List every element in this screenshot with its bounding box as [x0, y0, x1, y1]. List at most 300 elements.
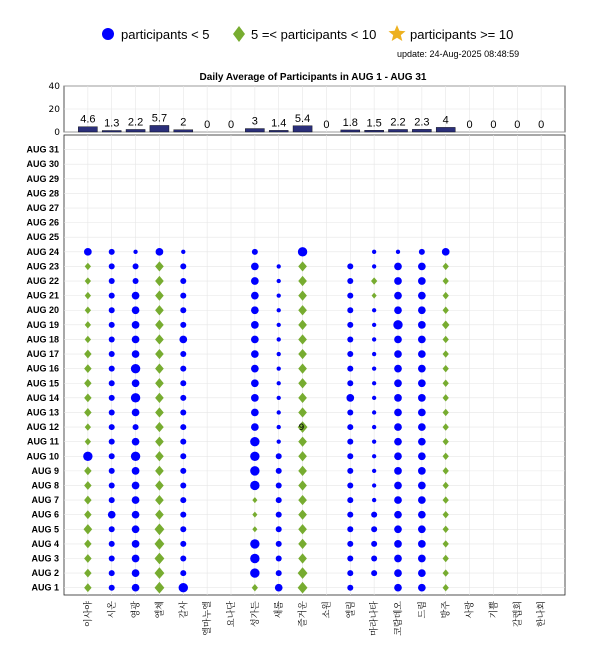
bar	[78, 127, 97, 132]
participants-point-circle	[132, 555, 140, 563]
participants-point-circle	[371, 541, 377, 547]
participants-point-circle	[418, 277, 426, 285]
legend-label: participants >= 10	[410, 27, 514, 42]
participants-point-circle	[109, 307, 115, 313]
participants-point-circle	[372, 440, 376, 444]
participants-point-circle	[251, 277, 259, 285]
participants-point-circle	[180, 468, 186, 474]
participants-point-circle	[276, 497, 282, 503]
participants-point-circle	[394, 379, 402, 387]
y-tick-label: AUG 18	[26, 334, 59, 345]
y-tick-label: AUG 5	[31, 524, 59, 535]
scatter-chart-panel	[26, 135, 565, 636]
participants-point-circle	[180, 351, 186, 357]
participants-point-circle	[394, 438, 402, 446]
bar-value-label: 4	[442, 114, 449, 127]
participants-point-circle	[372, 352, 376, 356]
participants-point-circle	[109, 585, 115, 591]
participants-point-circle	[394, 263, 402, 271]
y-tick-label: AUG 25	[26, 232, 59, 243]
x-tick-label: 새롬	[274, 601, 285, 619]
participants-point-circle	[418, 423, 426, 431]
participants-point-circle	[180, 424, 186, 430]
participants-point-circle	[418, 452, 426, 460]
participants-point-circle	[250, 466, 259, 475]
participants-point-circle	[418, 306, 426, 314]
participants-point-circle	[109, 482, 115, 488]
bar	[245, 129, 264, 132]
participants-point-circle	[251, 263, 259, 271]
bar	[293, 126, 312, 132]
y-tick-label: AUG 1	[31, 582, 59, 593]
participants-point-circle	[372, 396, 376, 400]
participants-point-circle	[132, 496, 140, 504]
participants-point-circle	[418, 438, 426, 446]
participants-point-circle	[109, 278, 115, 284]
participants-point-circle	[347, 526, 353, 532]
participants-point-circle	[347, 482, 353, 488]
participants-point-circle	[109, 468, 115, 474]
participants-point-circle	[250, 554, 259, 563]
participants-point-circle	[251, 423, 259, 431]
x-tick-label: 마라나타	[370, 601, 381, 636]
y-tick-label: AUG 6	[31, 509, 59, 520]
participants-point-circle	[276, 482, 282, 488]
participants-point-circle	[109, 336, 115, 342]
participants-point-circle	[250, 568, 259, 577]
participants-point-circle	[277, 425, 281, 429]
participants-point-circle	[109, 424, 115, 430]
participants-point-circle	[133, 250, 137, 254]
x-tick-label: 이사야	[83, 601, 94, 628]
participants-point-circle	[442, 248, 450, 256]
participants-point-circle	[109, 526, 115, 532]
x-tick-label: 방주	[441, 601, 452, 619]
participants-point-circle	[372, 381, 376, 385]
participants-point-circle	[180, 541, 186, 547]
scatter-chart-axes	[64, 135, 565, 595]
participants-point-circle	[372, 498, 376, 502]
participants-point-circle	[347, 278, 353, 284]
circle-icon	[102, 28, 114, 40]
participants-point-circle	[276, 453, 282, 459]
participants-point-circle	[394, 423, 402, 431]
bar-value-label: 1.4	[271, 117, 287, 130]
update-timestamp: update: 24-Aug-2025 08:48:59	[397, 49, 520, 59]
participants-point-circle	[131, 364, 140, 373]
participants-point-circle	[372, 425, 376, 429]
participants-point-circle	[393, 320, 402, 329]
participants-point-circle	[132, 292, 140, 300]
participants-point-circle	[109, 570, 115, 576]
participants-point-circle	[180, 482, 186, 488]
bar-y-tick-label: 0	[54, 128, 60, 138]
annotation-label: 9	[298, 423, 305, 434]
bar-value-label: 2.2	[127, 116, 144, 129]
x-tick-label: 즐거운	[298, 601, 309, 628]
participants-point-circle	[418, 467, 426, 475]
participants-point-circle	[109, 380, 115, 386]
x-tick-label: 엘체	[155, 601, 166, 619]
participants-point-circle	[179, 583, 188, 592]
bar-value-label: 0	[538, 119, 545, 131]
participants-point-circle	[179, 336, 187, 344]
bar-value-label: 2	[180, 116, 187, 129]
participants-point-circle	[132, 540, 140, 548]
participants-point-circle	[132, 569, 140, 577]
x-tick-label: 갈렙회	[513, 601, 524, 628]
participants-point-circle	[418, 569, 426, 577]
x-tick-label: 소원	[322, 601, 333, 619]
participants-point-circle	[131, 452, 140, 461]
y-tick-label: AUG 21	[26, 290, 59, 301]
participants-point-circle	[418, 292, 426, 300]
participants-point-circle	[252, 249, 258, 255]
bar	[269, 130, 288, 132]
participants-point-circle	[133, 424, 139, 430]
participants-point-circle	[347, 439, 353, 445]
participants-point-circle	[277, 279, 281, 283]
participants-point-circle	[372, 483, 376, 487]
participants-point-circle	[109, 293, 115, 299]
participants-point-circle	[419, 249, 425, 255]
bar-value-label: 1.3	[104, 117, 120, 130]
participants-point-circle	[371, 570, 377, 576]
bar-value-label: 0	[204, 119, 211, 131]
y-tick-label: AUG 10	[26, 451, 59, 462]
y-tick-label: AUG 9	[31, 465, 59, 476]
bar	[436, 127, 455, 132]
participants-point-circle	[180, 526, 186, 532]
bar-value-label: 2.2	[390, 116, 406, 129]
participants-point-circle	[251, 292, 259, 300]
participants-point-circle	[394, 525, 402, 533]
bar-value-label: 1.8	[342, 116, 358, 129]
participants-point-circle	[418, 496, 426, 504]
participants-point-circle	[133, 263, 139, 269]
participants-point-circle	[394, 336, 402, 344]
participants-point-circle	[251, 336, 259, 344]
participants-point-circle	[277, 293, 281, 297]
x-tick-label: 드림	[417, 601, 428, 619]
participants-point-circle	[251, 409, 259, 417]
participants-point-circle	[394, 409, 402, 417]
participants-point-circle	[276, 570, 282, 576]
x-tick-label: 사랑	[465, 601, 476, 619]
participants-point-circle	[276, 555, 282, 561]
participants-point-circle	[180, 395, 186, 401]
participants-point-circle	[132, 438, 140, 446]
participants-point-circle	[276, 526, 282, 532]
participants-point-circle	[180, 570, 186, 576]
participants-point-circle	[109, 249, 115, 255]
participants-point-circle	[277, 396, 281, 400]
participants-point-circle	[251, 321, 259, 329]
participants-point-circle	[347, 541, 353, 547]
participants-point-circle	[132, 321, 140, 329]
participants-point-circle	[372, 454, 376, 458]
participants-point-circle	[251, 365, 259, 373]
participants-point-circle	[418, 379, 426, 387]
bar-value-label: 4.6	[80, 113, 96, 126]
participants-point-circle	[180, 278, 186, 284]
bar	[341, 130, 360, 132]
y-tick-label: AUG 12	[26, 422, 59, 433]
x-tick-label: 영광	[131, 601, 142, 619]
participants-point-circle	[277, 308, 281, 312]
participants-point-circle	[180, 409, 186, 415]
participants-point-circle	[418, 409, 426, 417]
participants-point-circle	[394, 394, 402, 402]
y-tick-label: AUG 23	[26, 261, 59, 272]
participants-point-circle	[277, 323, 281, 327]
y-tick-label: AUG 8	[31, 480, 59, 491]
participants-point-circle	[109, 453, 115, 459]
y-tick-label: AUG 24	[26, 246, 59, 257]
participants-point-circle	[394, 277, 402, 285]
participants-point-circle	[418, 584, 426, 592]
bar-value-label: 5.7	[151, 112, 168, 125]
participants-point-circle	[372, 337, 376, 341]
participants-point-circle	[277, 381, 281, 385]
participants-point-circle	[275, 584, 283, 592]
x-tick-label: 엘마누엘	[203, 601, 214, 636]
participants-point-circle	[109, 263, 115, 269]
participants-point-circle	[277, 440, 281, 444]
bar	[174, 130, 193, 132]
participants-point-circle	[347, 497, 353, 503]
participants-point-circle	[109, 541, 115, 547]
participants-point-circle	[347, 336, 353, 342]
participants-point-circle	[394, 365, 402, 373]
y-tick-label: AUG 13	[26, 407, 59, 418]
bar-value-label: 5.4	[294, 112, 311, 125]
participants-point-circle	[180, 439, 186, 445]
bar-y-tick-label: 20	[48, 105, 60, 115]
participants-point-circle	[276, 512, 282, 518]
participants-point-circle	[372, 308, 376, 312]
participants-point-circle	[276, 541, 282, 547]
participants-point-circle	[277, 337, 281, 341]
y-tick-label: AUG 2	[31, 568, 59, 579]
participants-point-circle	[347, 322, 353, 328]
participants-point-circle	[347, 263, 353, 269]
y-tick-label: AUG 26	[26, 217, 59, 228]
participants-point-circle	[372, 410, 376, 414]
legend	[102, 25, 519, 59]
participants-point-circle	[418, 365, 426, 373]
bar-value-label: 0	[323, 119, 330, 131]
x-tick-label: 한나회	[537, 601, 548, 628]
participants-point-circle	[109, 409, 115, 415]
participants-point-circle	[133, 278, 139, 284]
participants-point-circle	[250, 452, 259, 461]
participants-point-circle	[180, 512, 186, 518]
participants-point-circle	[109, 555, 115, 561]
x-tick-label: 요나단	[227, 601, 237, 628]
participants-point-circle	[371, 555, 377, 561]
participants-point-circle	[394, 540, 402, 548]
participants-point-circle	[180, 497, 186, 503]
participants-point-circle	[132, 336, 140, 344]
participants-point-circle	[132, 525, 140, 533]
y-tick-label: AUG 19	[26, 319, 59, 330]
y-tick-label: AUG 30	[26, 159, 59, 170]
participants-point-circle	[347, 570, 353, 576]
bar	[150, 125, 169, 132]
participants-point-circle	[372, 367, 376, 371]
bar	[102, 131, 121, 132]
bar-value-label: 0	[466, 119, 473, 131]
bar-value-label: 0	[490, 119, 497, 131]
bar-value-label: 0	[227, 119, 235, 131]
participants-point-circle	[109, 439, 115, 445]
participants-point-circle	[132, 467, 140, 475]
participants-point-circle	[250, 539, 259, 548]
participants-point-circle	[180, 293, 186, 299]
legend-item-over-10	[389, 25, 514, 42]
participants-point-circle	[418, 540, 426, 548]
participants-point-circle	[132, 482, 140, 490]
participants-point-circle	[394, 569, 402, 577]
x-tick-label: 성가든	[250, 601, 261, 628]
participants-point-circle	[347, 512, 353, 518]
participants-point-circle	[180, 366, 186, 372]
x-tick-label: 갈사	[179, 601, 190, 619]
y-tick-label: AUG 28	[26, 188, 59, 199]
legend-item-5-to-10	[233, 26, 376, 42]
star-icon	[389, 25, 406, 41]
participants-point-circle	[132, 379, 140, 387]
participants-point-circle	[394, 511, 402, 519]
participants-point-circle	[347, 380, 353, 386]
participants-point-circle	[347, 468, 353, 474]
participants-point-circle	[156, 248, 164, 256]
participants-point-circle	[394, 467, 402, 475]
bar-value-label: 0	[514, 119, 521, 131]
legend-label: participants < 5	[121, 27, 210, 42]
participants-point-circle	[372, 469, 376, 473]
participants-point-circle	[394, 306, 402, 314]
participants-point-circle	[132, 306, 140, 314]
participants-point-circle	[347, 366, 353, 372]
bar-value-label: 2.3	[414, 116, 430, 129]
participants-point-circle	[109, 497, 115, 503]
participants-point-circle	[277, 264, 281, 268]
participants-point-circle	[277, 410, 281, 414]
chart-title: Daily Average of Participants in AUG 1 - AUG 31	[199, 72, 427, 83]
participants-point-circle	[132, 409, 140, 417]
participants-point-circle	[394, 555, 402, 563]
participants-point-circle	[180, 380, 186, 386]
participants-point-circle	[180, 555, 186, 561]
participants-point-circle	[394, 496, 402, 504]
participants-point-circle	[298, 247, 307, 256]
participants-point-circle	[181, 250, 185, 254]
participants-point-circle	[347, 307, 353, 313]
participants-point-circle	[347, 453, 353, 459]
participants-point-circle	[251, 350, 259, 358]
participants-point-circle	[109, 322, 115, 328]
participants-point-circle	[347, 424, 353, 430]
bar	[412, 129, 431, 132]
bar	[365, 130, 384, 132]
participants-point-circle	[180, 322, 186, 328]
participants-point-circle	[372, 250, 376, 254]
participants-point-circle	[109, 366, 115, 372]
scatter-chart-y-ticks	[26, 145, 59, 593]
participants-point-circle	[418, 350, 426, 358]
participants-point-circle	[372, 323, 376, 327]
participants-point-circle	[418, 336, 426, 344]
participants-point-circle	[84, 248, 92, 256]
y-tick-label: AUG 16	[26, 363, 59, 374]
participants-point-circle	[251, 394, 259, 402]
participants-point-circle	[250, 437, 259, 446]
bar	[388, 129, 407, 132]
participants-point-circle	[371, 512, 377, 518]
participants-point-circle	[418, 482, 426, 490]
y-tick-label: AUG 29	[26, 173, 59, 184]
participants-point-circle	[277, 352, 281, 356]
y-tick-label: AUG 31	[26, 144, 59, 155]
participants-point-circle	[394, 482, 402, 490]
y-tick-label: AUG 11	[26, 436, 59, 447]
x-tick-label: 기쁨	[489, 601, 500, 619]
participants-point-circle	[132, 584, 140, 592]
participants-point-circle	[109, 395, 115, 401]
x-tick-label: 시온	[107, 601, 118, 619]
y-tick-label: AUG 20	[26, 305, 59, 316]
y-tick-label: AUG 14	[26, 392, 59, 403]
participants-point-circle	[418, 394, 426, 402]
bar-y-tick-label: 40	[48, 82, 60, 92]
participants-point-circle	[346, 394, 354, 402]
y-tick-label: AUG 15	[26, 378, 59, 389]
participants-point-circle	[250, 481, 259, 490]
legend-item-under-5	[102, 27, 210, 42]
participants-point-circle	[131, 393, 140, 402]
participants-point-circle	[83, 452, 92, 461]
participants-point-circle	[276, 468, 282, 474]
y-tick-label: AUG 3	[31, 553, 59, 564]
scatter-chart-x-ticks	[82, 601, 547, 636]
legend-label: 5 =< participants < 10	[251, 27, 377, 42]
participants-point-circle	[347, 585, 353, 591]
y-tick-label: AUG 17	[26, 349, 59, 360]
participants-point-circle	[372, 264, 376, 268]
participants-point-circle	[347, 351, 353, 357]
participants-point-circle	[180, 307, 186, 313]
bar	[126, 129, 145, 132]
participants-point-circle	[347, 293, 353, 299]
y-tick-label: AUG 4	[31, 538, 59, 549]
participants-point-circle	[394, 292, 402, 300]
participants-point-circle	[132, 350, 140, 358]
participants-point-circle	[394, 350, 402, 358]
participants-point-circle	[371, 526, 377, 532]
y-tick-label: AUG 27	[26, 203, 59, 214]
participants-point-circle	[132, 511, 140, 519]
bar-value-label: 3	[251, 115, 258, 128]
participants-point-circle	[418, 511, 426, 519]
participants-point-circle	[251, 379, 259, 387]
bar-chart-y-ticks	[49, 82, 61, 138]
participants-point-circle	[418, 525, 426, 533]
participants-point-circle	[396, 250, 400, 254]
participants-point-circle	[347, 409, 353, 415]
bar-chart-panel	[49, 82, 565, 138]
